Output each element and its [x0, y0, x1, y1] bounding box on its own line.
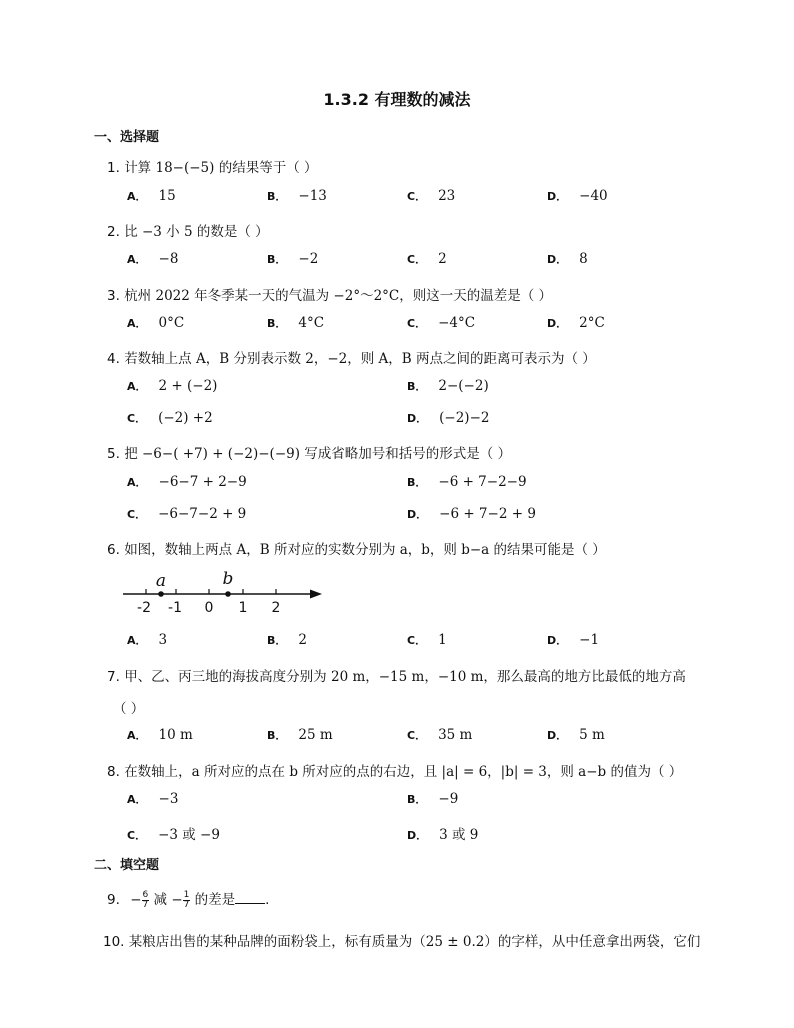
option-value: −6 + 7−2 + 9 [439, 506, 536, 522]
section-fill-heading: 二、填空题 [94, 858, 160, 873]
option-label: D． [547, 190, 568, 203]
fraction-six-sevenths [142, 891, 150, 910]
option-a[interactable] [127, 378, 217, 394]
option-c[interactable] [127, 410, 213, 426]
tick-label: -1 [168, 600, 182, 616]
arrow-head-icon [310, 590, 322, 599]
option-label: C． [127, 829, 147, 842]
option-label: D． [547, 634, 568, 647]
option-value: 2 [438, 251, 447, 267]
section-choice-heading: 一、选择题 [94, 130, 160, 145]
option-value: −40 [579, 188, 608, 204]
option-label: D． [407, 508, 428, 521]
option-label: C． [127, 412, 147, 425]
question-text: 如图，数轴上两点 A，B 所对应的实数分别为 a，b，则 b−a 的结果可能是（ ） [124, 542, 606, 558]
option-label: D． [547, 729, 568, 742]
point-b-label: b [222, 569, 234, 589]
fraction-numerator: 1 [183, 889, 190, 900]
option-value: 23 [438, 188, 456, 204]
question-number: 6. [107, 542, 120, 558]
option-label: D． [547, 253, 568, 266]
option-d[interactable] [547, 251, 588, 267]
option-d[interactable] [547, 632, 599, 648]
question-text: 把 −6−( +7) + (−2)−(−9) 写成省略加号和括号的形式是（ ） [124, 446, 512, 462]
option-d[interactable] [547, 727, 605, 743]
option-label: B． [407, 793, 427, 806]
option-value: (−2)−2 [439, 410, 490, 426]
question-text: 杭州 2022 年冬季某一天的气温为 −2°～2°C，则这一天的温差是（ ） [124, 288, 553, 304]
question-5 [107, 442, 511, 462]
option-value: −3 或 −9 [158, 827, 220, 843]
option-b[interactable] [407, 474, 527, 490]
option-value: −3 [158, 791, 179, 807]
point-a-dot [158, 591, 164, 597]
fraction-denominator: 7 [142, 899, 149, 910]
question-number: 3. [107, 288, 120, 304]
question-period: . [265, 892, 270, 908]
tick-label: 0 [204, 600, 214, 616]
option-b[interactable] [267, 188, 327, 204]
minus-sign: − [171, 892, 183, 908]
option-d[interactable] [407, 410, 489, 426]
number-line-figure [120, 566, 330, 620]
option-label: A． [127, 190, 147, 203]
option-label: A． [127, 476, 147, 489]
option-label: A． [127, 253, 147, 266]
question-7 [107, 665, 686, 685]
option-d[interactable] [547, 315, 605, 331]
option-a[interactable] [127, 791, 178, 807]
option-label: A． [127, 729, 147, 742]
option-label: C． [407, 253, 427, 266]
option-d[interactable] [547, 188, 608, 204]
option-value: 3 或 9 [439, 827, 479, 843]
question-text: 某粮店出售的某种品牌的面粉袋上，标有质量为（25 ± 0.2）的字样，从中任意拿出两袋，它们 [128, 934, 701, 950]
fraction-denominator: 7 [183, 899, 190, 910]
question-text: 计算 18−(−5) 的结果等于（ ） [124, 160, 318, 176]
option-value: 4°C [298, 315, 325, 331]
option-value: 2°C [579, 315, 605, 331]
option-value: 8 [579, 251, 588, 267]
option-b[interactable] [267, 632, 307, 648]
option-value: 35 m [438, 727, 473, 743]
option-label: D． [547, 317, 568, 330]
question-1 [107, 156, 318, 176]
option-label: B． [267, 729, 287, 742]
option-label: C． [407, 634, 427, 647]
option-label: B． [267, 634, 287, 647]
question-text: 比 −3 小 5 的数是（ ） [124, 224, 269, 240]
option-label: A． [127, 793, 147, 806]
option-label: C． [407, 190, 427, 203]
option-c[interactable] [407, 632, 447, 648]
option-a[interactable] [127, 474, 247, 490]
option-value: 25 m [298, 727, 333, 743]
option-b[interactable] [267, 727, 333, 743]
question-number: 10. [103, 934, 125, 950]
question-number: 4. [107, 351, 120, 367]
option-value: 10 m [158, 727, 193, 743]
question-7-answer-bracket: （ ） [113, 701, 145, 717]
question-9 [107, 888, 269, 910]
option-label: A． [127, 317, 147, 330]
option-b[interactable] [267, 315, 324, 331]
question-6 [107, 538, 606, 558]
option-value: −6 + 7−2−9 [438, 474, 527, 490]
option-value: −9 [438, 791, 459, 807]
question-text: 的差是 [194, 892, 236, 908]
answer-blank[interactable] [235, 891, 265, 904]
option-value: 0°C [158, 315, 185, 331]
option-value: 5 m [579, 727, 605, 743]
option-label: A． [127, 380, 147, 393]
option-value: −13 [298, 188, 327, 204]
option-value: −6−7−2 + 9 [158, 506, 247, 522]
option-c[interactable] [407, 315, 475, 331]
option-value: −6−7 + 2−9 [158, 474, 247, 490]
question-10 [103, 930, 700, 950]
option-a[interactable] [127, 188, 176, 204]
option-label: D． [407, 412, 428, 425]
option-value: −8 [158, 251, 179, 267]
question-number: 2. [107, 224, 120, 240]
option-c[interactable] [407, 251, 447, 267]
option-d[interactable] [407, 506, 536, 522]
option-a[interactable] [127, 251, 178, 267]
option-label: C． [127, 508, 147, 521]
tick-label: 2 [271, 600, 281, 616]
option-label: C． [407, 729, 427, 742]
question-text: 在数轴上，a 所对应的点在 b 所对应的点的右边，且 |a| = 6，|b| = 3，则 a−b 的值为（ ） [124, 764, 683, 780]
minus-sign: − [130, 892, 142, 908]
option-b[interactable] [267, 251, 318, 267]
fraction-one-seventh [183, 891, 191, 910]
question-number: 7. [107, 669, 120, 685]
option-a[interactable] [127, 315, 184, 331]
question-text: 若数轴上点 A，B 分别表示数 2，−2，则 A，B 两点之间的距离可表示为（ ） [124, 351, 596, 367]
option-label: A． [127, 634, 147, 647]
option-label: B． [267, 253, 287, 266]
option-value: 1 [438, 632, 447, 648]
question-text: 甲、乙、丙三地的海拔高度分别为 20 m，−15 m，−10 m，那么最高的地方比最低的地方高 [124, 669, 686, 685]
option-b[interactable] [407, 791, 458, 807]
option-c[interactable] [127, 823, 220, 843]
option-value: −1 [579, 632, 600, 648]
option-value: (−2) +2 [158, 410, 213, 426]
option-label: C． [407, 317, 427, 330]
option-label: D． [407, 829, 428, 842]
option-value: −2 [298, 251, 319, 267]
option-a[interactable] [127, 632, 167, 648]
question-number: 8. [107, 764, 120, 780]
point-a-label: a [155, 571, 167, 591]
option-c[interactable] [407, 727, 472, 743]
question-2 [107, 220, 269, 240]
question-3 [107, 284, 552, 304]
option-b[interactable] [407, 378, 489, 394]
option-label: B． [267, 317, 287, 330]
question-text: 减 [153, 892, 172, 908]
option-value: 15 [158, 188, 176, 204]
point-b-dot [225, 591, 231, 597]
option-label: B． [407, 380, 427, 393]
option-value: 2 + (−2) [158, 378, 218, 394]
option-value: 2 [298, 632, 307, 648]
page-title: 1.3.2 有理数的减法 [323, 90, 471, 109]
option-a[interactable] [127, 727, 193, 743]
question-4 [107, 347, 596, 367]
option-label: B． [407, 476, 427, 489]
question-number: 9. [107, 892, 120, 908]
fraction-numerator: 6 [142, 889, 149, 900]
option-d[interactable] [407, 823, 478, 843]
question-number: 1. [107, 160, 120, 176]
question-number: 5. [107, 446, 120, 462]
option-c[interactable] [127, 506, 246, 522]
tick-label: -2 [137, 600, 151, 616]
option-value: −4°C [438, 315, 476, 331]
option-label: B． [267, 190, 287, 203]
option-value: 3 [158, 632, 168, 648]
question-8 [107, 760, 682, 780]
option-c[interactable] [407, 188, 455, 204]
option-value: 2−(−2) [438, 378, 489, 394]
tick-label: 1 [238, 600, 248, 616]
